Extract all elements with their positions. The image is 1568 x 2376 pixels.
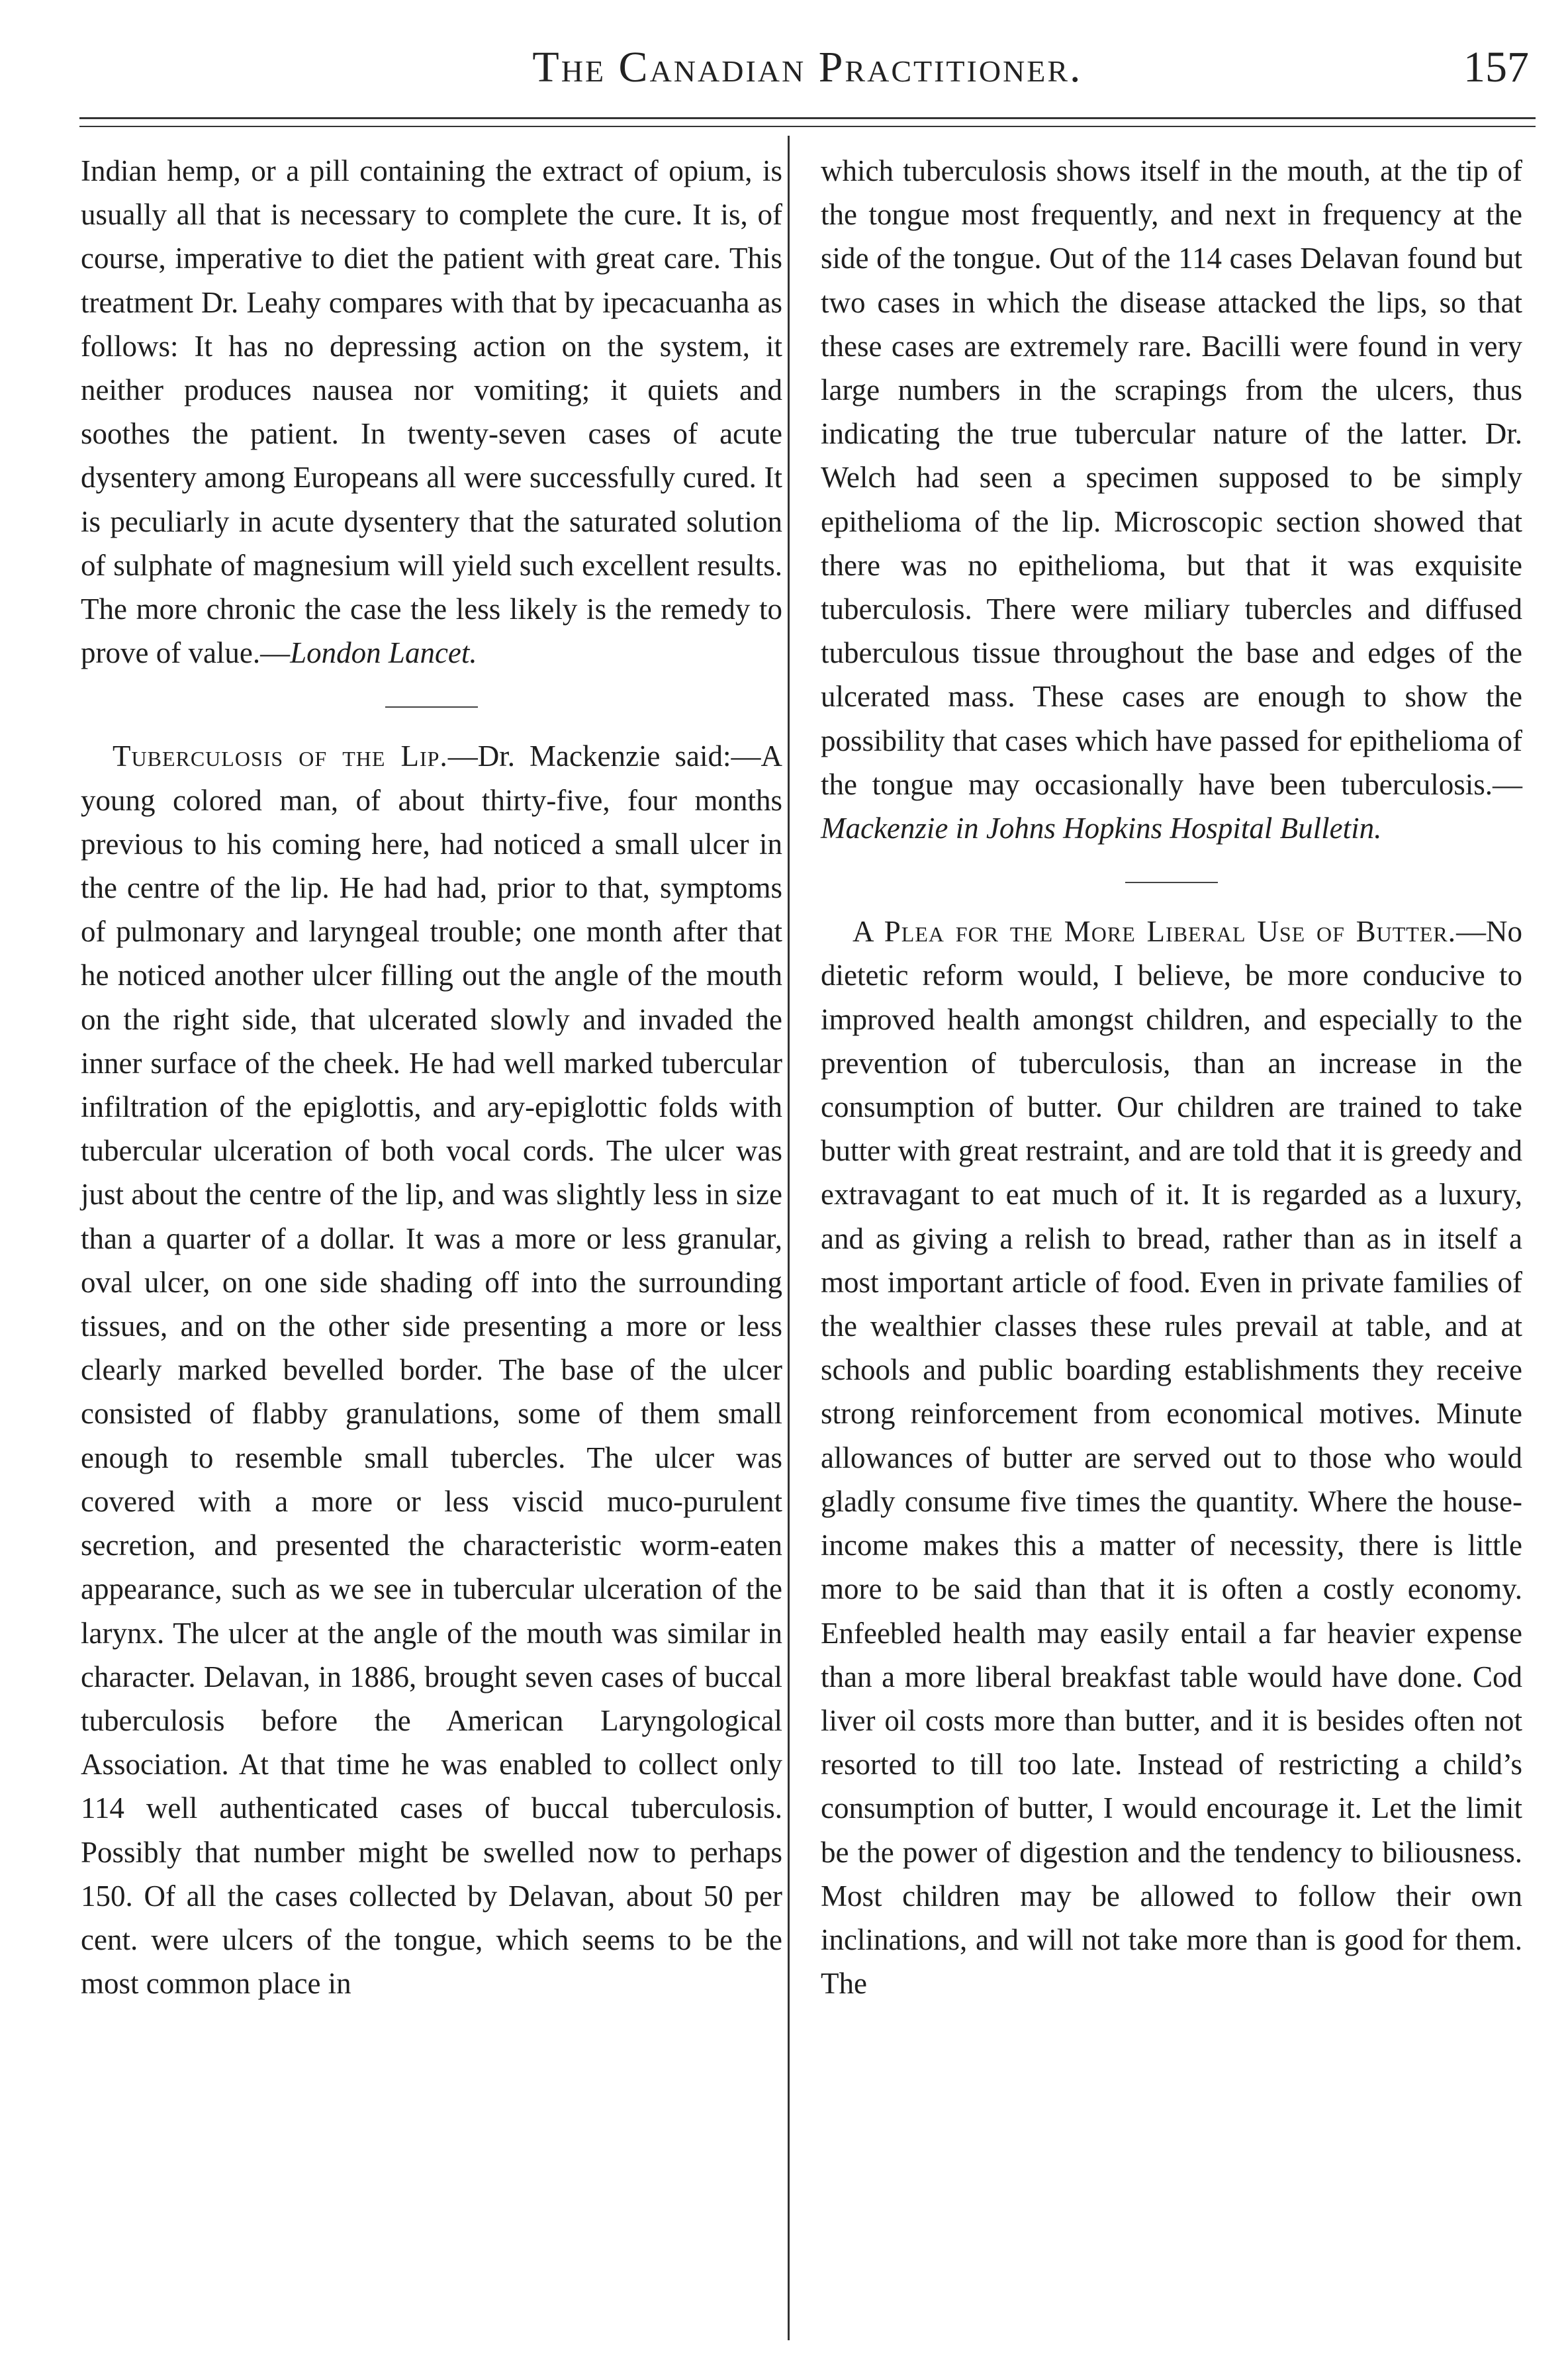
tuberculosis-lip-continued-text: which tuberculosis shows itself in the mouth, at the tip of the tongue most frequently, and next in frequency at the side of the tongue. Out of the 114 cases Delavan found but two cases in which the disease attacked the lips, so that these cases are extremely rare. Bacilli were found in very large numbers in the scrapings from the ulcers, thus indicating the true tubercular nature of the latter. Dr. Welch had seen a specimen supposed to be simply epithelioma of the lip. Microscopic section showed that there was no epithelioma, but that it was exquisite tuberculosis. There were miliary tubercles and diffused tuberculous tissue throughout the base and edges of the ulcerated mass. These cases are enough to show the possibility that cases which have passed for epithelioma of the tongue may occasionally have been tuberculosis.—	[821, 154, 1522, 801]
tuberculosis-lip-continued-paragraph	[821, 149, 1522, 850]
header-rule-bottom	[79, 126, 1536, 127]
tuberculosis-lip-text: —Dr. Mackenzie said:—A young colored man, of about thirty-five, four months previous to his coming here, had noticed a small ulcer in the centre of the lip. He had had, prior to that, symptoms of pulmonary and laryngeal trouble; one month after that he noticed another ulcer filling out the angle of the mouth on the right side, that ulcerated slowly and invaded the inner surface of the cheek. He had well marked tubercular infiltration of the epiglottis, and ary-epiglottic folds with tubercular ulceration of both vocal cords. The ulcer was just about the centre of the lip, and was slightly less in size than a quarter of a dollar. It was a more or less granular, oval ulcer, on one side shading off into the surrounding tissues, and on the other side presenting a more or less clearly marked bevelled border. The base of the ulcer consisted of flabby granulations, some of them small enough to resemble small tubercles. The ulcer was covered with a more or less viscid muco-purulent secretion, and presented the characteristic worm-eaten appearance, such as we see in tubercular ulceration of the larynx. The ulcer at the angle of the mouth was similar in character. Delavan, in 1886, brought seven cases of buccal tuberculosis before the American Laryngological Association. At that time he was enabled to collect only 114 well authenticated cases of buccal tuberculosis. Possibly that number might be swelled now to perhaps 150. Of all the cases collected by Delavan, about 50 per cent. were ulcers of the tongue, which seems to be the most common place in	[81, 739, 782, 2001]
running-title: The Canadian Practitioner.	[532, 43, 1083, 91]
butter-article-heading: A Plea for the More Liberal Use of Butter.	[853, 915, 1456, 949]
article-separator	[1125, 882, 1218, 883]
butter-article-paragraph	[821, 910, 1522, 2005]
right-column	[821, 149, 1522, 2005]
butter-article-text: —No dietetic reform would, I believe, be more conducive to improved health amongst children, and especially to the prevention of tuberculosis, than an increase in the consumption of butter. Our children are trained to take butter with great restraint, and are told that it is greedy and extravagant to eat much of it. It is regarded as a luxury, and as giving a relish to bread, rather than as in itself a most important article of food. Even in private families of the wealthier classes these rules prevail at table, and at schools and public boarding establishments they receive strong reinforcement from economical motives. Minute allowances of butter are served out to those who would gladly consume five times the quantity. Where the house-income makes this a matter of necessity, there is little more to be said than that it is often a costly economy. Enfeebled health may easily entail a far heavier expense than a more liberal breakfast table would have done. Cod liver oil costs more than butter, and it is besides often not resorted to till too late. Instead of restricting a child’s consumption of butter, I would encourage it. Let the limit be the power of digestion and the tendency to biliousness. Most children may be allowed to follow their own inclinations, and will not take more than is good for them. The	[821, 915, 1522, 2001]
dysentery-article-text: Indian hemp, or a pill containing the extract of opium, is usually all that is necessary to complete the cure. It is, of course, imperative to diet the patient with great care. This treatment Dr. Leahy compares with that by ipecacuanha as follows: It has no depressing action on the system, it neither produces nausea nor vomiting; it quiets and soothes the patient. In twenty-seven cases of acute dysentery among Europeans all were successfully cured. It is peculiarly in acute dysentery that the saturated solution of sulphate of magnesium will yield such excellent results. The more chronic the case the less likely is the remedy to prove of value.—	[81, 154, 782, 670]
tuberculosis-lip-paragraph	[81, 734, 782, 2005]
page-number: 157	[1463, 43, 1529, 91]
article-separator	[385, 706, 478, 708]
left-column	[81, 149, 782, 2005]
tuberculosis-lip-source: Mackenzie in Johns Hopkins Hospital Bulletin.	[821, 812, 1382, 845]
running-head	[79, 37, 1536, 110]
dysentery-article-source: London Lancet.	[290, 636, 477, 670]
header-rule-top	[79, 117, 1536, 119]
tuberculosis-lip-heading: Tuberculosis of the Lip.	[113, 739, 448, 773]
column-divider	[788, 136, 790, 2340]
dysentery-article-paragraph	[81, 149, 782, 675]
